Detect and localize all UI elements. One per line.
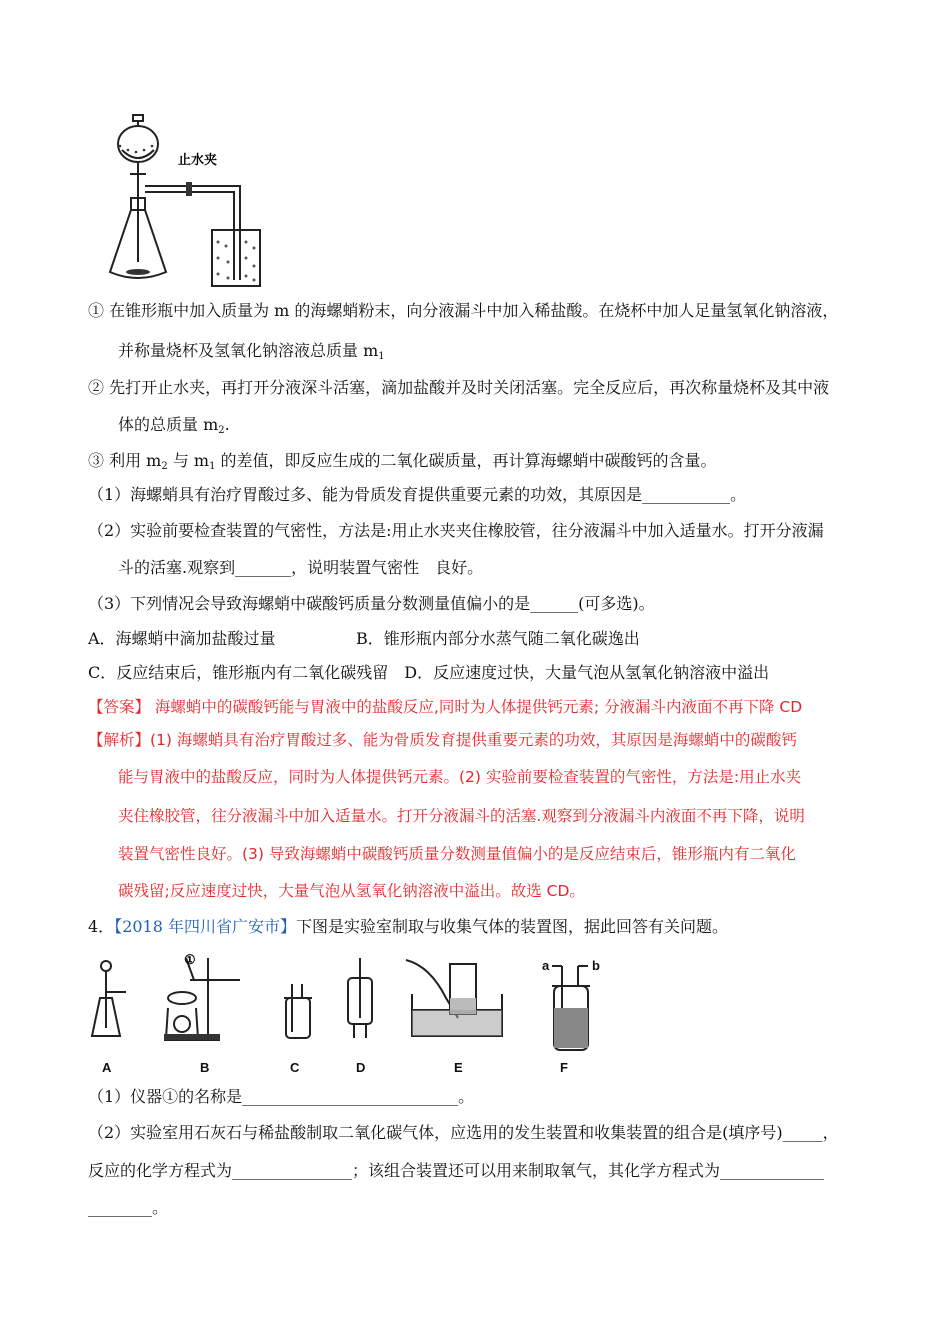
problem-4-source: 【2018 年四川省广安市】 <box>114 917 296 936</box>
circle-one-label: ① <box>184 952 196 967</box>
option-a: A．海螺蛸中滴加盐酸过量 <box>88 629 276 648</box>
port-a-label: a <box>542 958 550 973</box>
problem-4-question-2-line-c: ________。 <box>88 1198 169 1217</box>
apparatus-label-d: D <box>356 1060 366 1075</box>
apparatus-label-a: A <box>102 1060 112 1075</box>
analysis-line-5: 碳残留;反应速度过快，大量气泡从氢氧化钠溶液中溢出。故选 CD。 <box>118 882 585 900</box>
port-b-label: b <box>592 958 600 973</box>
answer-line: 【答案】 海螺蛸中的碳酸钙能与胃液中的盐酸反应,同时为人体提供钙元素; 分液漏斗内液面不再下降 CD <box>88 698 803 716</box>
beaker-liquid <box>217 241 256 282</box>
clamp-label: 止水夹 <box>178 152 218 167</box>
apparatus-label-c: C <box>290 1060 300 1075</box>
apparatus-figure-1 <box>100 112 280 290</box>
option-c-d: C．反应结束后，锥形瓶内有二氧化碳残留 D．反应速度过快，大量气泡从氢氧化钠溶液中溢出 <box>88 663 770 682</box>
problem-4-question-1: （1）仪器①的名称是___________________________。 <box>88 1087 475 1106</box>
question-2-line-a: （2）实验前要检查装置的气密性，方法是:用止水夹夹住橡胶管，往分液漏斗中加入适量水。打开分液漏 <box>88 521 824 540</box>
apparatus-label-b: B <box>200 1060 210 1075</box>
analysis-line-3: 夹住橡胶管，往分液漏斗中加入适量水。打开分液漏斗的活塞.观察到分液漏斗内液面不再下降，说明 <box>118 807 805 825</box>
step-3-line: ③ 利用 $m_2$ 与 $m_1$ 的差值，即反应生成的二氧化碳质量，再计算海螺蛸中碳酸钙的含量。 <box>88 451 717 472</box>
problem-4-question-2-line-b: 反应的化学方程式为_______________；该组合装置还可以用来制取氧气，其化学方程式为_____________ <box>88 1161 825 1180</box>
apparatus-label-e: E <box>454 1060 463 1075</box>
analysis-line-2: 能与胃液中的盐酸反应，同时为人体提供钙元素。(2) 实验前要检查装置的气密性，方法是:用止水夹 <box>118 768 802 786</box>
question-1: （1）海螺蛸具有治疗胃酸过多、能为骨质发育提供重要元素的功效，其原因是___________。 <box>88 485 747 504</box>
step-2-line-a: ② 先打开止水夹，再打开分液深斗活塞，滴加盐酸并及时关闭活塞。完全反应后，再次称量烧杯及其中液 <box>88 378 830 397</box>
step-2-line-b: 体的总质量 $m_2$. <box>118 415 230 436</box>
option-b: B．锥形瓶内部分水蒸气随二氧化碳逸出 <box>356 629 640 648</box>
analysis-line-4: 装置气密性良好。(3) 导致海螺蛸中碳酸钙质量分数测量值偏小的是反应结束后，锥形瓶内有二氧化 <box>118 845 796 863</box>
apparatus-label-f: F <box>560 1060 568 1075</box>
apparatus-figure-2 <box>90 948 610 1078</box>
step-1-line-a: ① 在锥形瓶中加入质量为 m 的海螺蛸粉末，向分液漏斗中加入稀盐酸。在烧杯中加人足量氢氧化钠溶液， <box>88 301 839 320</box>
problem-4-question-2-line-a: （2）实验室用石灰石与稀盐酸制取二氧化碳气体，应选用的发生装置和收集装置的组合是(填序号)_____， <box>88 1123 839 1142</box>
problem-4-heading: 4．【2018 年四川省广安市】下图是实验室制取与收集气体的装置图，据此回答有关问题。 <box>88 917 729 936</box>
step-1-line-b: 并称量烧杯及氢氧化钠溶液总质量 $m_1$ <box>118 341 385 362</box>
analysis-line-1: 【解析】(1) 海螺蛸具有治疗胃酸过多、能为骨质发育提供重要元素的功效，其原因是海螺蛸中的碳酸钙 <box>88 731 797 749</box>
question-3: （3）下列情况会导致海螺蛸中碳酸钙质量分数测量值偏小的是______(可多选)。 <box>88 594 655 613</box>
question-2-line-b: 斗的活塞.观察到_______，说明装置气密性 良好。 <box>118 558 484 577</box>
